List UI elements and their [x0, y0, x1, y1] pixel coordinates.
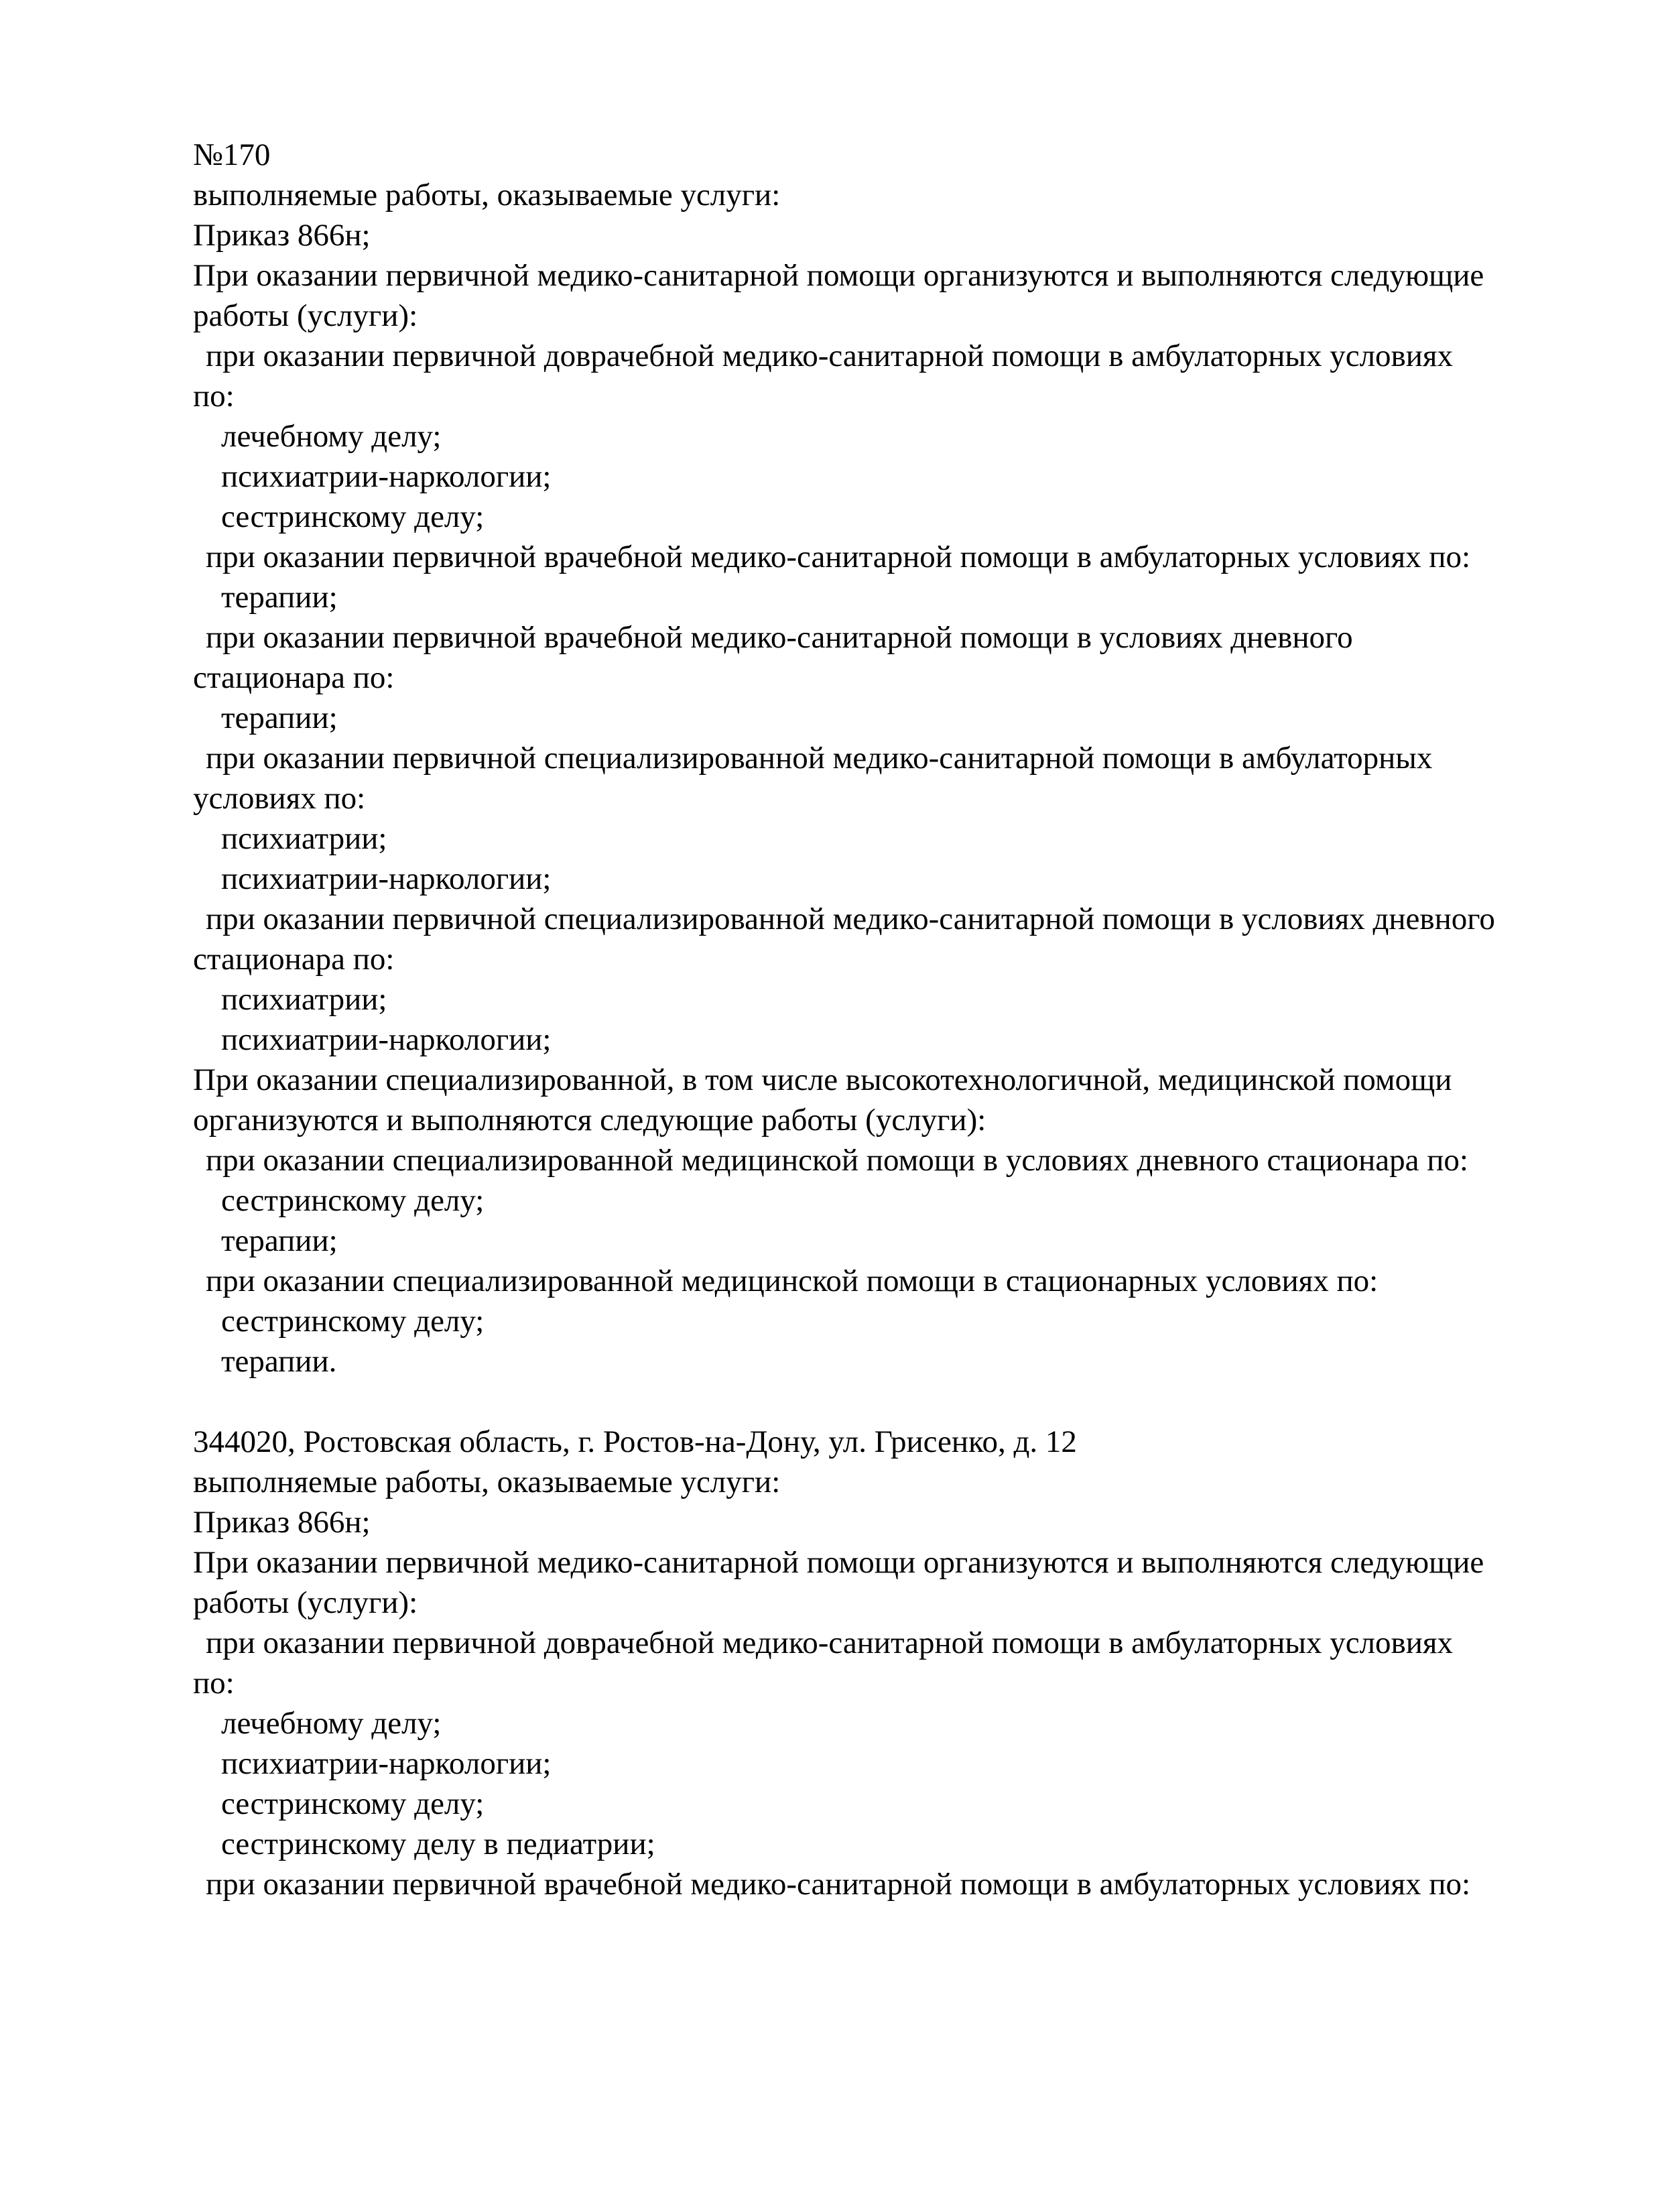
- text-line: При оказании специализированной, в том числе высокотехнологичной, медицинской помощи: [193, 1062, 1452, 1097]
- text-line: по:: [193, 379, 235, 414]
- text-line: условиях по:: [193, 781, 366, 816]
- text-line: сестринскому делу;: [221, 499, 485, 534]
- text-line: выполняемые работы, оказываемые услуги:: [193, 1465, 781, 1499]
- text-line: Приказ 866н;: [193, 1505, 371, 1540]
- text-line: организуются и выполняются следующие работы (услуги):: [193, 1103, 986, 1138]
- document-body: [193, 135, 1600, 1904]
- text-line: работы (услуги):: [193, 1585, 418, 1620]
- text-line: при оказании первичной доврачебной медико-санитарной помощи в амбулаторных условиях: [206, 1625, 1454, 1660]
- text-line: психиатрии-наркологии;: [221, 459, 552, 494]
- text-line: работы (услуги):: [193, 298, 418, 333]
- text-line: При оказании первичной медико-санитарной помощи организуются и выполняются следующие: [193, 258, 1484, 293]
- license-block-1: [193, 135, 1600, 1381]
- text-line: при оказании специализированной медицинской помощи в стационарных условиях по:: [206, 1264, 1379, 1298]
- text-line: психиатрии;: [221, 982, 387, 1017]
- text-line: при оказании специализированной медицинской помощи в условиях дневного стационара по:: [206, 1143, 1468, 1178]
- text-line: психиатрии-наркологии;: [221, 1022, 552, 1057]
- license-block-2: [193, 1422, 1600, 1904]
- text-line: при оказании первичной доврачебной медико-санитарной помощи в амбулаторных условиях: [206, 339, 1454, 373]
- text-line: по:: [193, 1666, 235, 1701]
- text-line: при оказании первичной врачебной медико-санитарной помощи в амбулаторных условиях по:: [206, 1867, 1471, 1902]
- text-line: при оказании первичной врачебной медико-санитарной помощи в амбулаторных условиях по:: [206, 540, 1471, 574]
- text-line: сестринскому делу в педиатрии;: [221, 1827, 655, 1861]
- text-line: психиатрии-наркологии;: [221, 1746, 552, 1781]
- text-line: выполняемые работы, оказываемые услуги:: [193, 178, 781, 212]
- text-line: терапии.: [221, 1344, 337, 1379]
- text-line: стационара по:: [193, 660, 395, 695]
- text-line: 344020, Ростовская область, г. Ростов-на-Дону, ул. Грисенко, д. 12: [193, 1424, 1077, 1459]
- text-line: №170: [193, 137, 271, 172]
- text-line: при оказании первичной специализированной медико-санитарной помощи в амбулаторных: [206, 741, 1433, 776]
- text-line: психиатрии;: [221, 821, 387, 856]
- text-line: сестринскому делу;: [221, 1786, 485, 1821]
- text-line: терапии;: [221, 1223, 338, 1258]
- text-line: психиатрии-наркологии;: [221, 861, 552, 896]
- text-line: При оказании первичной медико-санитарной помощи организуются и выполняются следующие: [193, 1545, 1484, 1580]
- text-line: при оказании первичной врачебной медико-санитарной помощи в условиях дневного: [206, 620, 1353, 655]
- text-line: стационара по:: [193, 942, 395, 977]
- text-line: лечебному делу;: [221, 419, 442, 454]
- text-line: сестринскому делу;: [221, 1304, 485, 1339]
- text-line: терапии;: [221, 700, 338, 735]
- text-line: Приказ 866н;: [193, 218, 371, 253]
- text-line: лечебному делу;: [221, 1706, 442, 1741]
- text-line: при оказании первичной специализированной медико-санитарной помощи в условиях дневного: [206, 902, 1495, 936]
- text-line: терапии;: [221, 580, 338, 615]
- text-line: сестринскому делу;: [221, 1183, 485, 1218]
